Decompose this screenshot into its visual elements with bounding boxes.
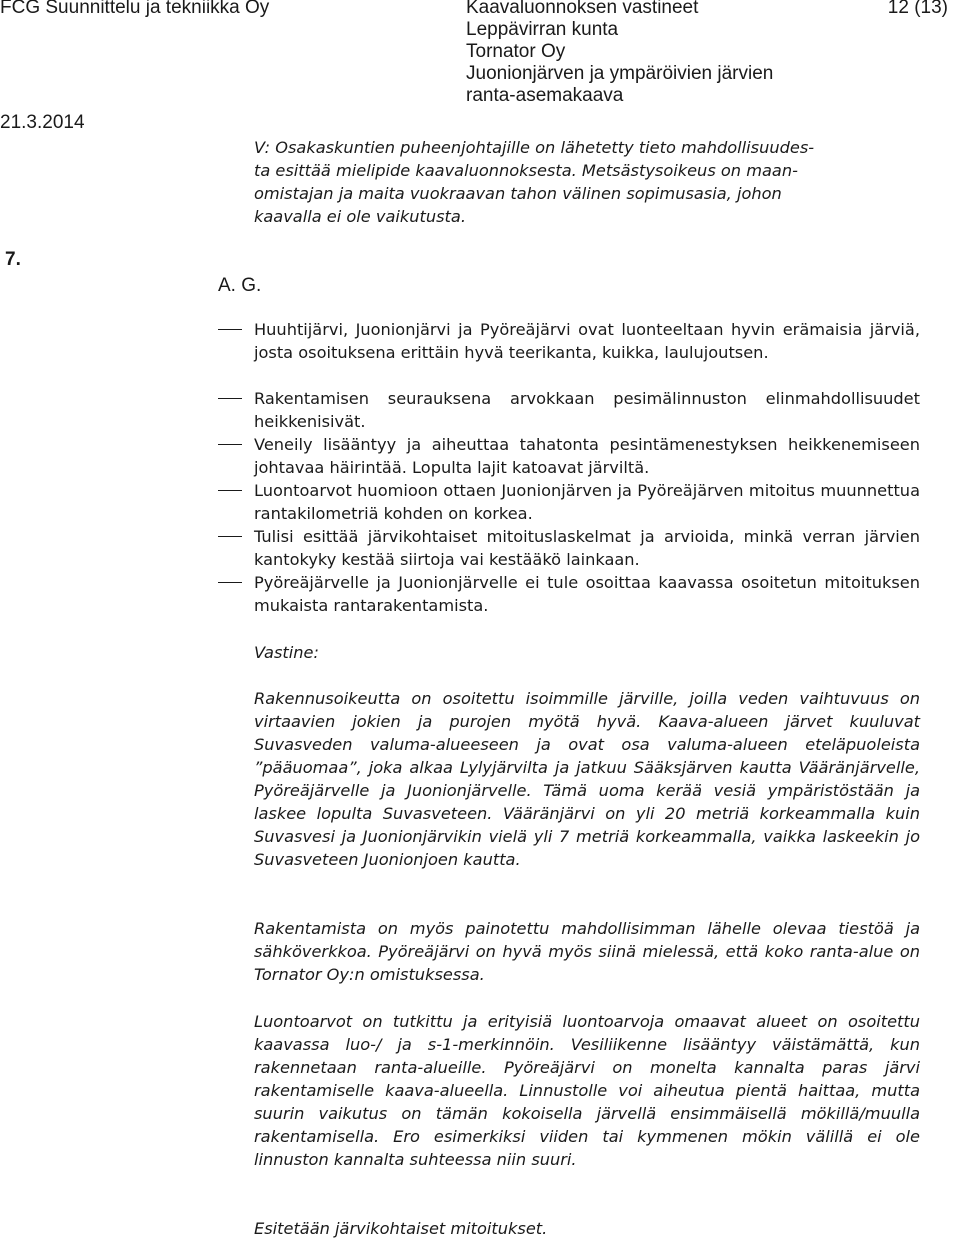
doc-title-line: Tornator Oy xyxy=(466,41,566,62)
comment-item: Luontoarvot huomioon ottaen Juonionjärven ja Pyöreäjärven mitoitus muunnettua rantakilometriä kohden on korkea. xyxy=(254,481,920,523)
comment-item: Huuhtijärvi, Juonionjärvi ja Pyöreäjärvi ovat luonteeltaan hyvin erämaisia järviä, josta osoituksena erittäin hyvä teerikanta, kuikka, laulujoutsen. xyxy=(254,320,920,362)
response-paragraph: Luontoarvot on tutkittu ja erityisiä luontoarvoja omaavat alueet on osoitettu kaavassa luo-/ ja s-1-merkinnöin. Vesiliikenne lisääntyy väistämättä, kun rakennetaan ranta-alueille. Pyöreäjärvi on monelta kannalta paras järvi rakentamiselle kaava-alueella. Linnustolle voi aiheutua pientä haittaa, mutta suurin vaikutus on tämän kokoisella järvellä ensimmäisellä mökillä/muulla rakentamisella. Ero esimerkiksi viiden tai kymmenen mökin välillä ei ole linnuston kannalta suhteessa niin suuri. xyxy=(254,1012,920,1169)
response-paragraph: Esitetään järvikohtaiset mitoitukset. xyxy=(254,1219,548,1238)
document-title-block xyxy=(466,0,773,107)
response-paragraph: Rakennusoikeutta on osoitettu isoimmille järville, joilla veden vaihtuvuus on virtaavien jokien ja purojen myötä hyvä. Kaava-alueen järvet kuuluvat Suvasveden valuma-alueeseen ja ovat osa valuma-alueen eteläpuoleista ”pääuomaa”, joka alkaa Lylyjärvilta ja jatkuu Sääksjärven kautta Vääränjärvelle, Pyöreäjärvelle ja Juonionjärvelle. Tämä uoma kerää vesiä ympäristöstään ja laskee lopulta Suvasveteen. Vääränjärvi on yli 20 metriä korkeammalla kuin Suvasvesi ja Juonionjärvikin vielä yli 7 metriä korkeammalla, vaikka laskeekin jo Suvasveteen Juonionjoen kautta. xyxy=(254,689,920,869)
company-name: FCG Suunnittelu ja tekniikka Oy xyxy=(0,0,270,18)
item-number: 7. xyxy=(5,249,21,270)
dash-bullet xyxy=(218,536,242,537)
page-number: 12 (13) xyxy=(887,0,948,18)
dash-bullet xyxy=(218,329,242,330)
previous-response-line: ta esittää mielipide kaavaluonnoksesta. Metsästysoikeus on maan- xyxy=(254,161,798,180)
comment-item: Veneily lisääntyy ja aiheuttaa tahatonta pesintämenestyksen heikkenemiseen johtavaa häirintää. Lopulta lajit katoavat järviltä. xyxy=(254,435,920,477)
previous-response-line: V: Osakaskuntien puheenjohtajille on lähetetty tieto mahdollisuudes- xyxy=(254,138,815,157)
response-paragraph: Rakentamista on myös painotettu mahdollisimman lähelle olevaa tiestöä ja sähköverkkoa. Pyöreäjärvi on hyvä myös siinä mielessä, että koko ranta-alue on Tornator Oy:n omistuksessa. xyxy=(254,919,920,984)
doc-title-line: Juonionjärven ja ympäröivien järvien xyxy=(466,63,774,84)
dash-bullet xyxy=(218,444,242,445)
dash-bullet xyxy=(218,490,242,491)
doc-title-line: ranta-asemakaava xyxy=(466,85,624,106)
doc-title-line: Kaavaluonnoksen vastineet xyxy=(466,0,699,18)
dash-bullet xyxy=(218,398,242,399)
previous-response-line: kaavalla ei ole vaikutusta. xyxy=(254,207,466,226)
doc-title-line: Leppävirran kunta xyxy=(466,19,619,40)
comment-item: Pyöreäjärvelle ja Juonionjärvelle ei tule osoittaa kaavassa osoitetun mitoituksen mukaista rantarakentamista. xyxy=(254,573,920,615)
previous-response-line: omistajan ja maita vuokraavan tahon välinen sopimusasia, johon xyxy=(254,184,782,203)
response-label: Vastine: xyxy=(254,643,319,662)
comment-item: Tulisi esittää järvikohtaiset mitoituslaskelmat ja arvioida, minkä verran järvien kantokyky kestää siirtoja vai kestääkö lainkaan. xyxy=(254,527,920,569)
document-date: 21.3.2014 xyxy=(0,112,85,133)
comment-item: Rakentamisen seurauksena arvokkaan pesimälinnuston elinmahdollisuudet heikkenisivät. xyxy=(254,389,920,431)
sender-name: A. G. xyxy=(218,275,262,296)
previous-response xyxy=(254,136,934,228)
dash-bullet xyxy=(218,582,242,583)
